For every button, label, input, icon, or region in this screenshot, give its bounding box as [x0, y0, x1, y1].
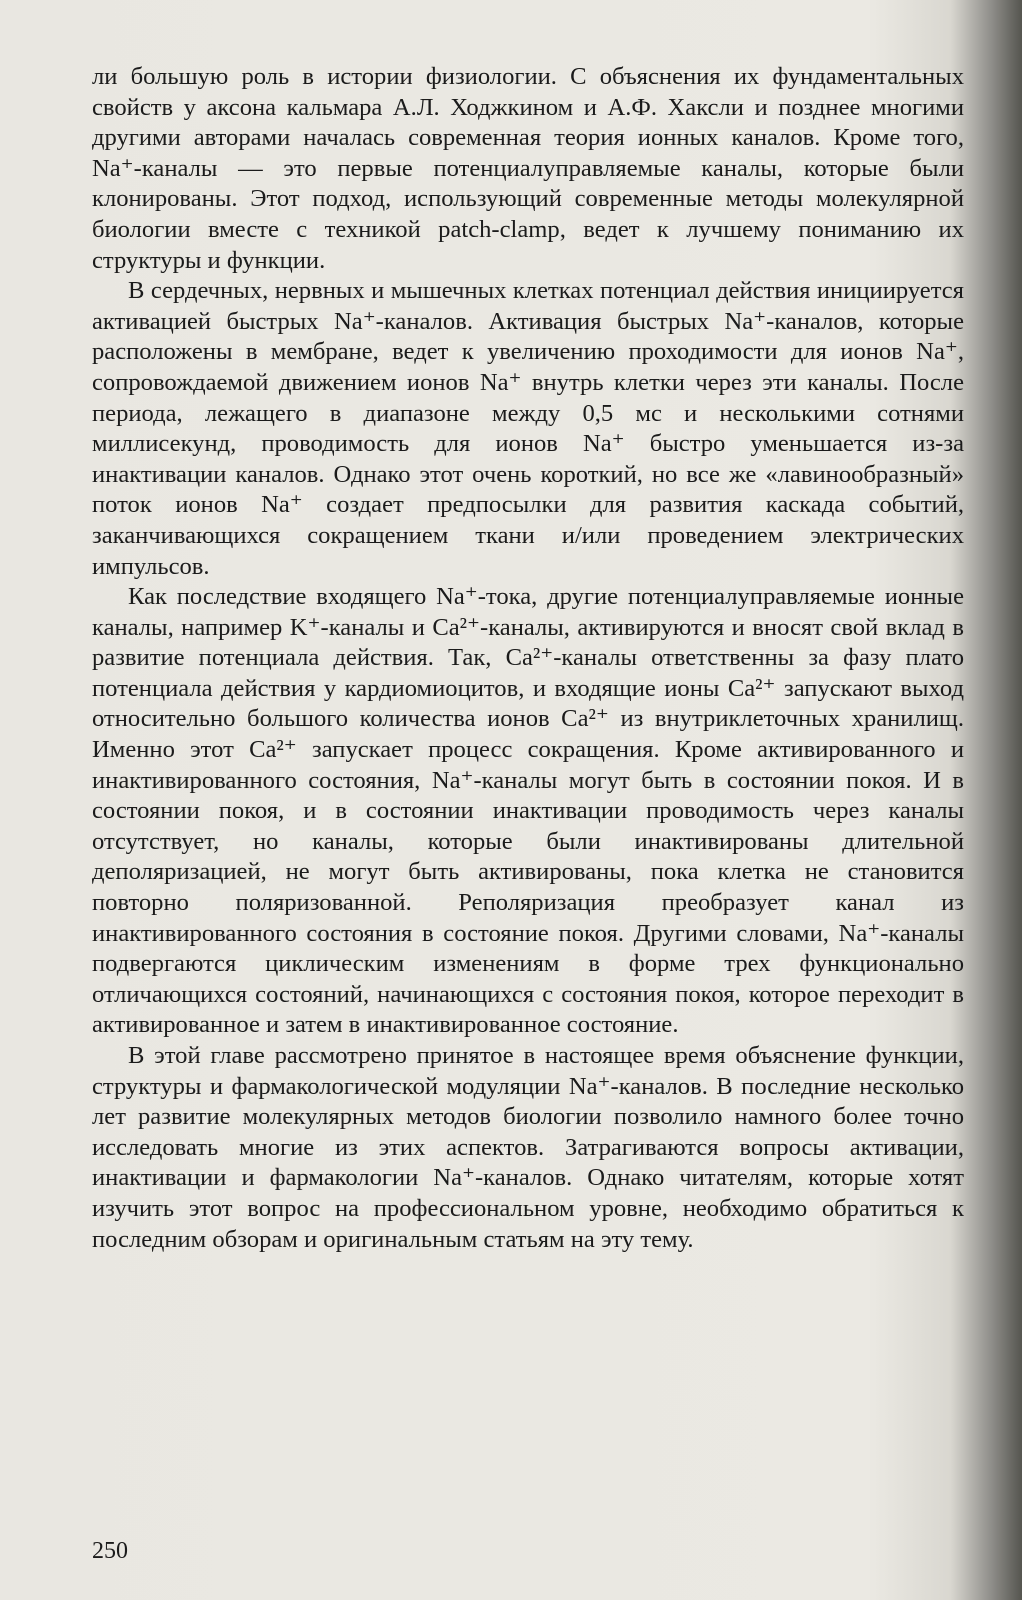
paragraph-3: Как последствие входящего Na⁺-тока, другие потенциалуправляемые ионные каналы, например K⁺-каналы и Ca²⁺-каналы, активируются и вносят свой вклад в развитие потенциала действия. Так, Ca²⁺-каналы ответственны за фазу плато потенциала действия у кардиомиоцитов, и входящие ионы Ca²⁺ запускают выход относительно большого количества ионов Ca²⁺ из внутриклеточных хранилищ. Именно этот Ca²⁺ запускает процесс сокращения. Кроме активированного и инактивированного состояния, Na⁺-каналы могут быть в состоянии покоя. И в состоянии покоя, и в состоянии инактивации проводимость через каналы отсутствует, но каналы, которые были инактивированы длительной деполяризацией, не могут быть активированы, пока клетка не становится повторно поляризованной. Реполяризация преобразует канал из инактивированного состояния в состояние покоя. Другими словами, Na⁺-каналы подвергаются циклическим изменениям в форме трех функционально отличающихся состояний, начинающихся с состояния покоя, которое переходит в активированное и затем в инактивированное состояние. — [92, 583, 964, 1039]
paragraph-2: В сердечных, нервных и мышечных клетках потенциал действия инициируется активацией быстрых Na⁺-каналов. Активация быстрых Na⁺-каналов, которые расположены в мембране, ведет к увеличению проходимости для ионов Na⁺, сопровождаемой движением ионов Na⁺ внутрь клетки через эти каналы. После периода, лежащего в диапазоне между 0,5 мс и несколькими сотнями миллисекунд, проводимость для ионов Na⁺ быстро уменьшается из-за инактивации каналов. Однако этот очень короткий, но все же «лавинообразный» поток ионов Na⁺ создает предпосылки для развития каскада событий, заканчивающихся сокращением ткани и/или проведением электрических импульсов. — [92, 277, 964, 580]
page-number: 250 — [92, 1538, 128, 1564]
paragraph-1: ли большую роль в истории физиологии. С объяснения их фундаментальных свойств у аксона кальмара А.Л. Ходжкином и А.Ф. Хаксли и позднее многими другими авторами началась современная теория ионных каналов. Кроме того, Na⁺-каналы — это первые потенциалуправляемые каналы, которые были клонированы. Этот подход, использующий современные методы молекулярной биологии вместе с техникой patch-clamp, ведет к лучшему пониманию их структуры и функции. — [92, 63, 964, 274]
body-text — [92, 62, 964, 1255]
paragraph-4: В этой главе рассмотрено принятое в настоящее время объяснение функции, структуры и фармакологической модуляции Na⁺-каналов. В последние несколько лет развитие молекулярных методов биологии позволило намного более точно исследовать многие из этих аспектов. Затрагиваются вопросы активации, инактивации и фармакологии Na⁺-каналов. Однако читателям, которые хотят изучить этот вопрос на профессиональном уровне, необходимо обратиться к последним обзорам и оригинальным статьям на эту тему. — [92, 1042, 964, 1253]
